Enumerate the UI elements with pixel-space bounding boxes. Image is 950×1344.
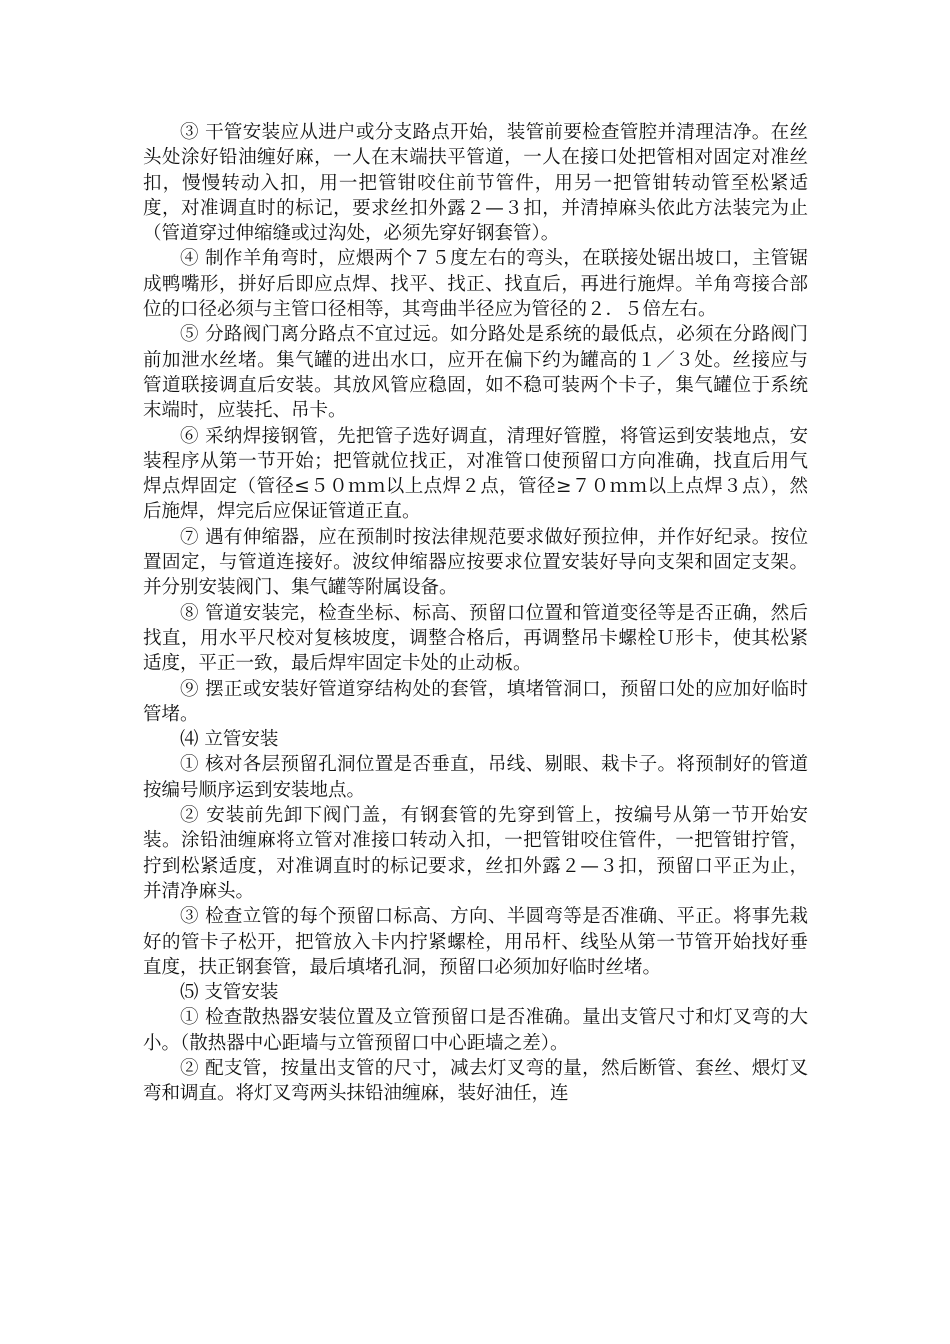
paragraph-riser-assembly: ② 安装前先卸下阀门盖，有钢套管的先穿到管上，按编号从第一节开始安装。涂铅油缠麻将立管对准接口转动入扣，一把管钳咬住管件，一把管钳拧管，拧到松紧适度，对准调直时的标记要求，丝扣外露２—３扣，预留口平正为止，并清净麻头。 <box>143 805 808 902</box>
paragraph-main-pipe-install: ③ 干管安装应从进户或分支路点开始，装管前要检查管腔并清理洁净。在丝头处涂好铅油缠好麻，一人在末端扶平管道，一人在接口处把管相对固定对准丝扣，慢慢转动入扣，用一把管钳咬住前节管件，用另一把管钳转动管至松紧适度，对准调直时的标记，要求丝扣外露２—３扣，并清掉麻头依此方法装完为止（管道穿过伸缩缝或过沟处，必须先穿好钢套管）。 <box>143 122 808 245</box>
heading-branch-install: ⑸ 支管安装 <box>180 982 279 1004</box>
paragraph-radiator-check: ① 检查散热器安装位置及立管预留口是否准确。量出支管尺寸和灯叉弯的大小。（散热器中心距墙与立管预留口中心距墙之差）。 <box>143 1007 808 1054</box>
paragraph-expansion-joint: ⑦ 遇有伸缩器，应在预制时按法律规范要求做好预拉伸，并作好纪录。按位置固定，与管道连接好。波纹伸缩器应按要求位置安装好导向支架和固定支架。并分别安装阀门、集气罐等附属设备。 <box>143 526 808 599</box>
document-page <box>143 120 808 1107</box>
paragraph-welded-steel-pipe: ⑥ 采纳焊接钢管，先把管子选好调直，清理好管膛，将管运到安装地点，安装程序从第一节开始；把管就位找正，对准管口使预留口方向准确，找直后用气焊点焊固定（管径≤５０ｍｍ以上点焊２点，管径≥７０ｍｍ以上点焊３点），然后施焊，焊完后应保证管道正直。 <box>143 425 808 523</box>
paragraph-sleeve-install: ⑨ 摆正或安装好管道穿结构处的套管，填堵管洞口，预留口处的应加好临时管堵。 <box>143 678 808 725</box>
paragraph-riser-hole-check: ① 核对各层预留孔洞位置是否垂直，吊线、剔眼、栽卡子。将预制好的管道按编号顺序运到安装地点。 <box>143 754 808 801</box>
heading-riser-install: ⑷ 立管安装 <box>180 729 279 751</box>
paragraph-branch-fitting: ② 配支管，按量出支管的尺寸，减去灯叉弯的量，然后断管、套丝、煨灯叉弯和调直。将灯叉弯两头抹铅油缠麻，装好油任，连 <box>143 1057 808 1105</box>
paragraph-branch-valve: ⑤ 分路阀门离分路点不宜过远。如分路处是系统的最低点，必须在分路阀门前加泄水丝堵。集气罐的进出水口，应开在偏下约为罐高的１／３处。丝接应与管道联接调直后安装。其放风管应稳固，如不稳可装两个卡子，集气罐位于系统末端时，应装托、吊卡。 <box>143 324 808 422</box>
paragraph-goat-horn-bend: ④ 制作羊角弯时，应煨两个７５度左右的弯头，在联接处锯出坡口，主管锯成鸭嘴形，拼好后即应点焊、找平、找正、找直后，再进行施焊。羊角弯接合部位的口径必须与主管口径相等，其弯曲半径应为管径的２．５倍左右。 <box>143 248 808 321</box>
paragraph-pipe-inspection: ⑧ 管道安装完，检查坐标、标高、预留口位置和管道变径等是否正确，然后找直，用水平尺校对复核坡度，调整合格后，再调整吊卡螺栓Ｕ形卡，使其松紧适度，平正一致，最后焊牢固定卡处的止动板。 <box>143 602 808 675</box>
paragraph-riser-check: ③ 检查立管的每个预留口标高、方向、半圆弯等是否准确、平正。将事先栽好的管卡子松开，把管放入卡内拧紧螺栓，用吊杆、线坠从第一节管开始找好垂直度，扶正钢套管，最后填堵孔洞，预留口必须加好临时丝堵。 <box>143 906 808 978</box>
